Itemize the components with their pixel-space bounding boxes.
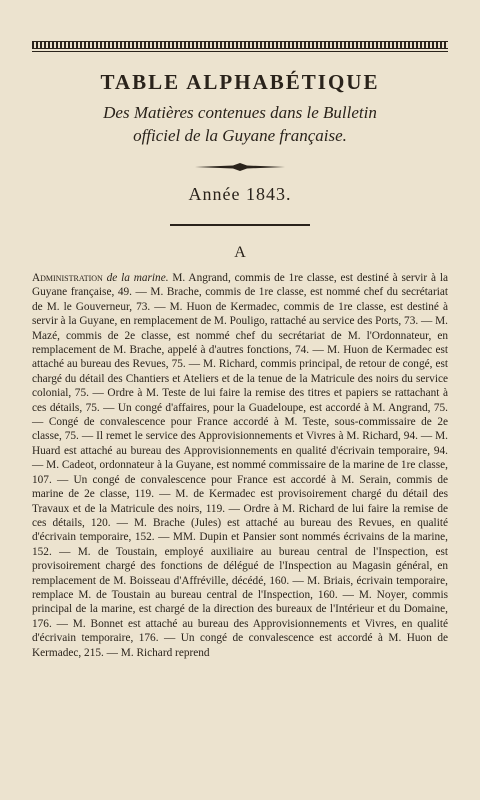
top-rule-underline [32, 51, 448, 52]
entry-paragraph [32, 271, 448, 660]
section-divider [170, 224, 310, 226]
section-letter: A [234, 244, 246, 261]
page-title: TABLE ALPHABÉTIQUE [100, 70, 380, 94]
year-heading: Année 1843. [188, 184, 292, 204]
top-decorative-rule [32, 41, 448, 49]
subtitle-line-1: Des Matières contenues dans le Bulletin [103, 103, 377, 122]
subtitle-line-2: officiel de la Guyane française. [133, 126, 347, 145]
entry-text: M. Angrand, commis de 1re classe, est destiné à servir à la Guyane française, 49. — M. Brache, commis de 1re classe, est nommé chef du secrétariat de M. le Gouverneur, 73. — M. Huon de Kermadec, commis de 1re classe, est destiné à servir à la Guyane, en remplacement de M. Pouligo, rattaché au service des Ports, 73. — M. Mazé, commis de 2e classe, est nommé chef du secrétariat de M. l'Ordonnateur, en remplacement de M. Brache, appelé à d'autres fonctions, 74. — M. Huon de Kermadec est attaché au bureau des Revues, 75. — M. Richard, commis principal, de retour de congé, est chargé du détail des Chantiers et Ateliers et de la tenue de la Matricule des noirs du service colonial, 75. — Ordre à M. Teste de lui faire la remise des titres et papiers se rattachant à ces détails, 75. — Un congé d'affaires, pour la Guadeloupe, est accordé à M. Angrand, 75. — Congé de convalescence pour France accordé à M. Teste, sous-commissaire de 2e classe, 75. — Il remet le service des Approvisionnements et Vivres à M. Richard, 94. — M. Huard est attaché au bureau des Approvisionnements en qualité d'écrivain temporaire, 94. — M. Cadeot, ordonnateur à la Guyane, est nommé commissaire de la marine de 1re classe, 107. — Un congé de convalescence pour France est accordé à M. Serain, commis de marine de 2e classe, 119. — M. de Kermadec est provisoirement chargé du détail des Travaux et de la Matricule des noirs, 119. — Ordre à M. Richard de lui faire la remise de ces détails, 120. — M. Brache (Jules) est attaché au bureau des Revues, en qualité d'écrivain temporaire, 152. — MM. Dupin et Pansier sont nommés écrivains de la marine, 152. — M. de Toustain, employé auxiliaire au bureau central de l'Inspection, est provisoirement chargé des fonctions de délégué de l'Inspection au Magasin général, en remplacement de M. Boisseau d'Affréville, décédé, 160. — M. Briais, écrivain temporaire, remplace M. de Toustain au bureau central de l'Inspection, 160. — M. Noyer, commis principal de la marine, est chargé de la direction des bureaux de l'Intérieur et du Domaine, 176. — M. Bonnet est attaché au bureau des Approvisionnements et Vivres, en qualité d'écrivain temporaire, 176. — Un congé de convalescence est accordé à M. Huon de Kermadec, 215. — M. Richard reprend [32, 272, 448, 659]
entry-headword: Administration [32, 272, 103, 284]
page-subtitle [60, 101, 420, 147]
index-entry [32, 271, 448, 660]
ornament-divider [195, 162, 285, 172]
entry-headword-qualifier: de la marine. [106, 272, 169, 284]
